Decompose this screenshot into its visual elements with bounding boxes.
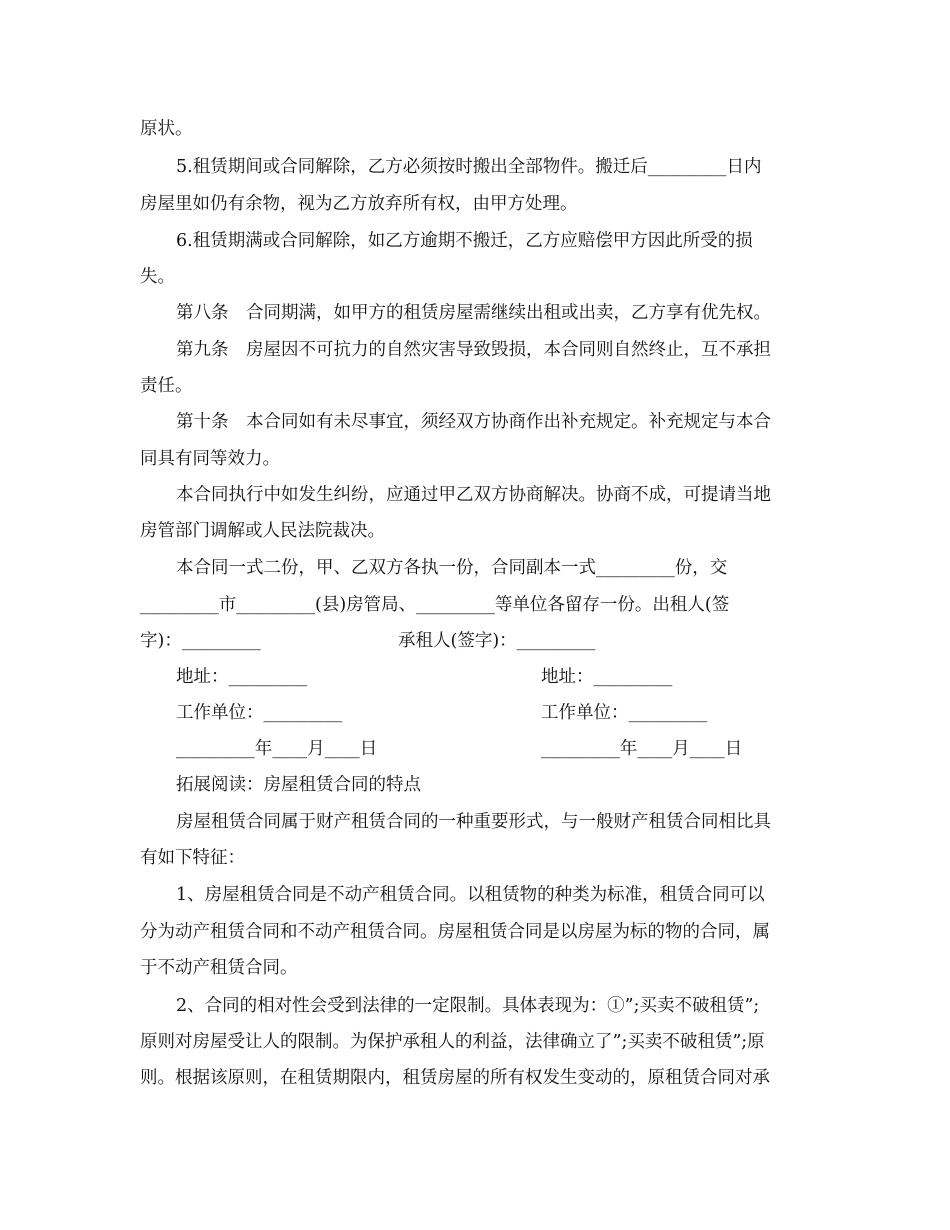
text-line: _________年____月____日 [541, 739, 743, 759]
text-line: 本合同一式二份，甲、乙双方各执一份，合同副本一式_________份，交 [176, 558, 728, 578]
text-line: 有如下特征： [140, 848, 245, 868]
text-line: 地址：_________ [176, 667, 308, 687]
text-line: 原状。 [140, 119, 193, 139]
text-line: 责任。 [140, 376, 193, 396]
text-line: 2、合同的相对性会受到法律的一定限制。具体表现为：①”;买卖不破租赁”; [176, 996, 760, 1016]
text-line: 失。 [140, 267, 175, 287]
text-line: 同具有同等效力。 [140, 449, 280, 469]
text-line: 1、房屋租赁合同是不动产租赁合同。以租赁物的种类为标准，租赁合同可以 [176, 885, 765, 905]
text-line: 工作单位：_________ [176, 703, 343, 723]
text-line: 第九条 房屋因不可抗力的自然灾害导致毁损，本合同则自然终止，互不承担 [176, 340, 771, 360]
text-line: 工作单位：_________ [541, 703, 708, 723]
text-line: 地址：_________ [541, 667, 673, 687]
text-line: _________市_________(县)房管局、_________等单位各留存一份。出租人(签 [140, 595, 730, 615]
text-line: 房屋里如仍有余物，视为乙方放弃所有权，由甲方处理。 [140, 194, 578, 214]
text-line: _________年____月____日 [176, 739, 378, 759]
text-line: 字)：_________ [140, 631, 261, 651]
text-line: 房管部门调解或人民法院裁决。 [140, 521, 385, 541]
text-line: 拓展阅读：房屋租赁合同的特点 [176, 775, 421, 795]
text-line: 则。根据该原则，在租赁期限内，租赁房屋的所有权发生变动的，原租赁合同对承 [140, 1068, 770, 1088]
text-line: 于不动产租赁合同。 [140, 958, 298, 978]
text-line: 第十条 本合同如有未尽事宜，须经双方协商作出补充规定。补充规定与本合 [176, 412, 771, 432]
text-line: 分为动产租赁合同和不动产租赁合同。房屋租赁合同是以房屋为标的物的合同，属 [140, 922, 770, 942]
text-line: 本合同执行中如发生纠纷，应通过甲乙双方协商解决。协商不成，可提请当地 [176, 485, 771, 505]
text-line: 承租人(签字)：_________ [398, 631, 596, 651]
text-line: 房屋租赁合同属于财产租赁合同的一种重要形式，与一般财产租赁合同相比具 [176, 812, 771, 832]
text-line: 5.租赁期间或合同解除，乙方必须按时搬出全部物件。搬迁后_________日内 [176, 157, 762, 177]
text-line: 原则对房屋受让人的限制。为保护承租人的利益，法律确立了”;买卖不破租赁”;原 [140, 1032, 765, 1052]
text-line: 6.租赁期满或合同解除，如乙方逾期不搬迁，乙方应赔偿甲方因此所受的损 [176, 231, 753, 251]
text-line: 第八条 合同期满，如甲方的租赁房屋需继续出租或出卖，乙方享有优先权。 [176, 303, 771, 323]
